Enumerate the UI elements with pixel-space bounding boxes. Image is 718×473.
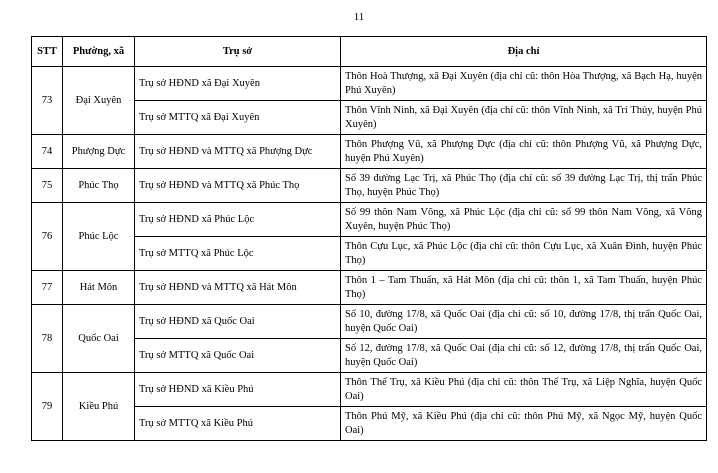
- header-address: Địa chỉ: [341, 37, 707, 67]
- stt-cell: 76: [32, 203, 63, 271]
- office-cell: Trụ sở HĐND và MTTQ xã Phúc Thọ: [135, 169, 341, 203]
- address-cell: Thôn Phượng Vũ, xã Phượng Dực (địa chỉ cũ: thôn Phượng Vũ, xã Phượng Dực, huyện Phú Xuyên): [341, 135, 707, 169]
- office-cell: Trụ sở HĐND xã Quốc Oai: [135, 305, 341, 339]
- ward-cell: Hát Môn: [63, 271, 135, 305]
- headquarters-table: [31, 36, 707, 441]
- address-cell: Thôn Thế Trụ, xã Kiều Phú (địa chỉ cũ: thôn Thế Trụ, xã Liệp Nghĩa, huyện Quốc Oai): [341, 373, 707, 407]
- stt-cell: 77: [32, 271, 63, 305]
- office-cell: Trụ sở HĐND xã Phúc Lộc: [135, 203, 341, 237]
- office-cell: Trụ sở HĐND và MTTQ xã Hát Môn: [135, 271, 341, 305]
- header-office: Trụ sở: [135, 37, 341, 67]
- office-cell: Trụ sở MTTQ xã Quốc Oai: [135, 339, 341, 373]
- table-row: [32, 373, 707, 407]
- table-header-row: [32, 37, 707, 67]
- header-stt: STT: [32, 37, 63, 67]
- stt-cell: 78: [32, 305, 63, 373]
- office-cell: Trụ sở MTTQ xã Phúc Lộc: [135, 237, 341, 271]
- address-cell: Số 99 thôn Nam Võng, xã Phúc Lộc (địa chỉ cũ: số 99 thôn Nam Võng, xã Võng Xuyên, huyện Phúc Thọ): [341, 203, 707, 237]
- address-cell: Thôn Vĩnh Ninh, xã Đại Xuyên (địa chỉ cũ: thôn Vĩnh Ninh, xã Tri Thủy, huyện Phú Xuyên): [341, 101, 707, 135]
- table-row: [32, 67, 707, 101]
- office-cell: Trụ sở HĐND và MTTQ xã Phượng Dực: [135, 135, 341, 169]
- table-row: [32, 135, 707, 169]
- stt-cell: 73: [32, 67, 63, 135]
- address-cell: Số 10, đường 17/8, xã Quốc Oai (địa chỉ cũ: số 10, đường 17/8, thị trấn Quốc Oai, huyện Quốc Oai): [341, 305, 707, 339]
- address-cell: Thôn 1 – Tam Thuấn, xã Hát Môn (địa chỉ cũ: thôn 1, xã Tam Thuấn, huyện Phúc Thọ): [341, 271, 707, 305]
- address-cell: Thôn Hoà Thượng, xã Đại Xuyên (địa chỉ cũ: thôn Hòa Thượng, xã Bạch Hạ, huyện Phú Xuyên): [341, 67, 707, 101]
- ward-cell: Phượng Dực: [63, 135, 135, 169]
- office-cell: Trụ sở HĐND xã Kiều Phú: [135, 373, 341, 407]
- table-row: [32, 305, 707, 339]
- address-cell: Số 12, đường 17/8, xã Quốc Oai (địa chỉ cũ: số 12, đường 17/8, thị trấn Quốc Oai, huyện Quốc Oai): [341, 339, 707, 373]
- ward-cell: Quốc Oai: [63, 305, 135, 373]
- ward-cell: Đại Xuyên: [63, 67, 135, 135]
- office-cell: Trụ sở HĐND xã Đại Xuyên: [135, 67, 341, 101]
- stt-cell: 74: [32, 135, 63, 169]
- office-cell: Trụ sở MTTQ xã Đại Xuyên: [135, 101, 341, 135]
- header-ward: Phường, xã: [63, 37, 135, 67]
- table-row: [32, 271, 707, 305]
- address-cell: Thôn Phú Mỹ, xã Kiều Phú (địa chỉ cũ: thôn Phú Mỹ, xã Ngọc Mỹ, huyện Quốc Oai): [341, 407, 707, 441]
- table-row: [32, 203, 707, 237]
- address-cell: Số 39 đường Lạc Trị, xã Phúc Thọ (địa chỉ cũ: số 39 đường Lạc Trị, thị trấn Phúc Thọ, huyện Phúc Thọ): [341, 169, 707, 203]
- table-row: [32, 169, 707, 203]
- ward-cell: Kiều Phú: [63, 373, 135, 441]
- office-cell: Trụ sở MTTQ xã Kiều Phú: [135, 407, 341, 441]
- ward-cell: Phúc Lộc: [63, 203, 135, 271]
- stt-cell: 75: [32, 169, 63, 203]
- ward-cell: Phúc Thọ: [63, 169, 135, 203]
- page-number: 11: [353, 11, 365, 23]
- stt-cell: 79: [32, 373, 63, 441]
- address-cell: Thôn Cựu Lục, xã Phúc Lộc (địa chỉ cũ: thôn Cựu Lục, xã Xuân Đình, huyện Phúc Thọ): [341, 237, 707, 271]
